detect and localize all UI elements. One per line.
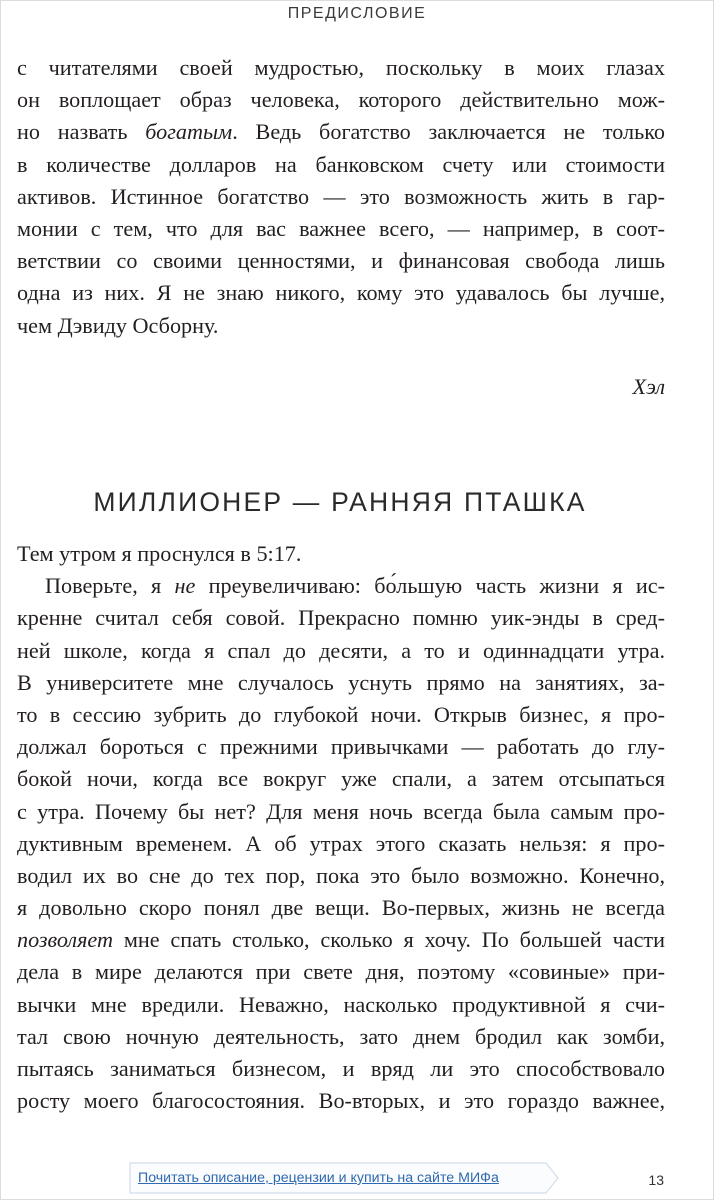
text-line: Тем утром я проснулся в 5:17. [17,541,302,566]
text-line: то в сессию зубрить до глубокой ночи. Открыв бизнес, я про- [17,701,665,727]
text-line: в количестве долларов на банковском счету или стоимости [17,151,665,177]
text-line: дела в мире делаются при свете дня, поэтому «совиные» при- [17,959,665,985]
text-line: пытаясь заниматься бизнесом, и вряд ли это способствовало [17,1056,665,1081]
text-line: росту моего благосостояния. Во-вторых, и это гораздо важнее, [17,1088,665,1114]
text-line: дуктивным временем. А об утрах этого сказать нельзя: я про- [17,830,665,856]
text-line: бокой ночи, когда все вокруг уже спали, а затем отсыпаться [17,766,665,792]
text-line: активов. Истинное богатство — это возможность жить в гар- [17,183,665,209]
emphasis: богатым [145,119,233,145]
promo-link[interactable]: Почитать описание, рецензии и купить на сайте МИФа [138,1170,499,1186]
preface-text [17,52,665,342]
text-line: должал бороться с прежними привычками — работать до глу- [17,734,665,760]
text-line: тал свою ночную деятельность, зато днем бродил как зомби, [17,1023,665,1049]
text-line: водил их во сне до тех пор, пока это было возможно. Конечно, [17,862,665,888]
text-line: кренне считал себя совой. Прекрасно помню уик-энды в сред- [17,605,665,631]
emphasis: не [174,573,196,599]
text-line: ветствии со своими ценностями, и финансовая свобода лишь [17,248,665,274]
emphasis: позволяет [17,927,113,953]
text-line: но назвать богатым. Ведь богатство заключается не только [17,119,665,145]
text-line: вычки мне вредили. Неважно, насколько продуктивной я счи- [17,991,665,1017]
text-line: одна из них. Я не знаю никого, кому это удавалось бы лучше, [17,280,665,306]
text-line: я довольно скоро понял две вещи. Во-первых, жизнь не всегда [17,895,665,921]
promo-banner[interactable] [126,1162,562,1194]
chapter-title: МИЛЛИОНЕР — РАННЯЯ ПТАШКА [93,487,587,517]
text-line: ней школе, когда я спал до десяти, а то и одиннадцати утра. [17,637,665,663]
text-line: монии с тем, что для вас важнее всего, — например, в соот- [17,215,665,241]
text-line: позволяет мне спать столько, сколько я хочу. По большей части [17,927,665,953]
page-number: 13 [648,1172,664,1188]
running-head: ПРЕДИСЛОВИЕ [287,5,427,22]
text-line: В университете мне случалось уснуть прямо на занятиях, за- [17,669,665,695]
text-line: он воплощает образ человека, которого действительно мож- [17,87,665,113]
text-line: с утра. Почему бы нет? Для меня ночь всегда была самым про- [17,798,665,824]
signature: Хэл [632,374,665,399]
chapter-text [17,538,665,1117]
text-line: Поверьте, я не преувеличиваю: бо́льшую часть жизни я ис- [45,573,665,599]
text-line: с читателями своей мудростью, поскольку в моих глазах [17,55,665,80]
text-line: чем Дэвиду Осборну. [17,312,219,338]
